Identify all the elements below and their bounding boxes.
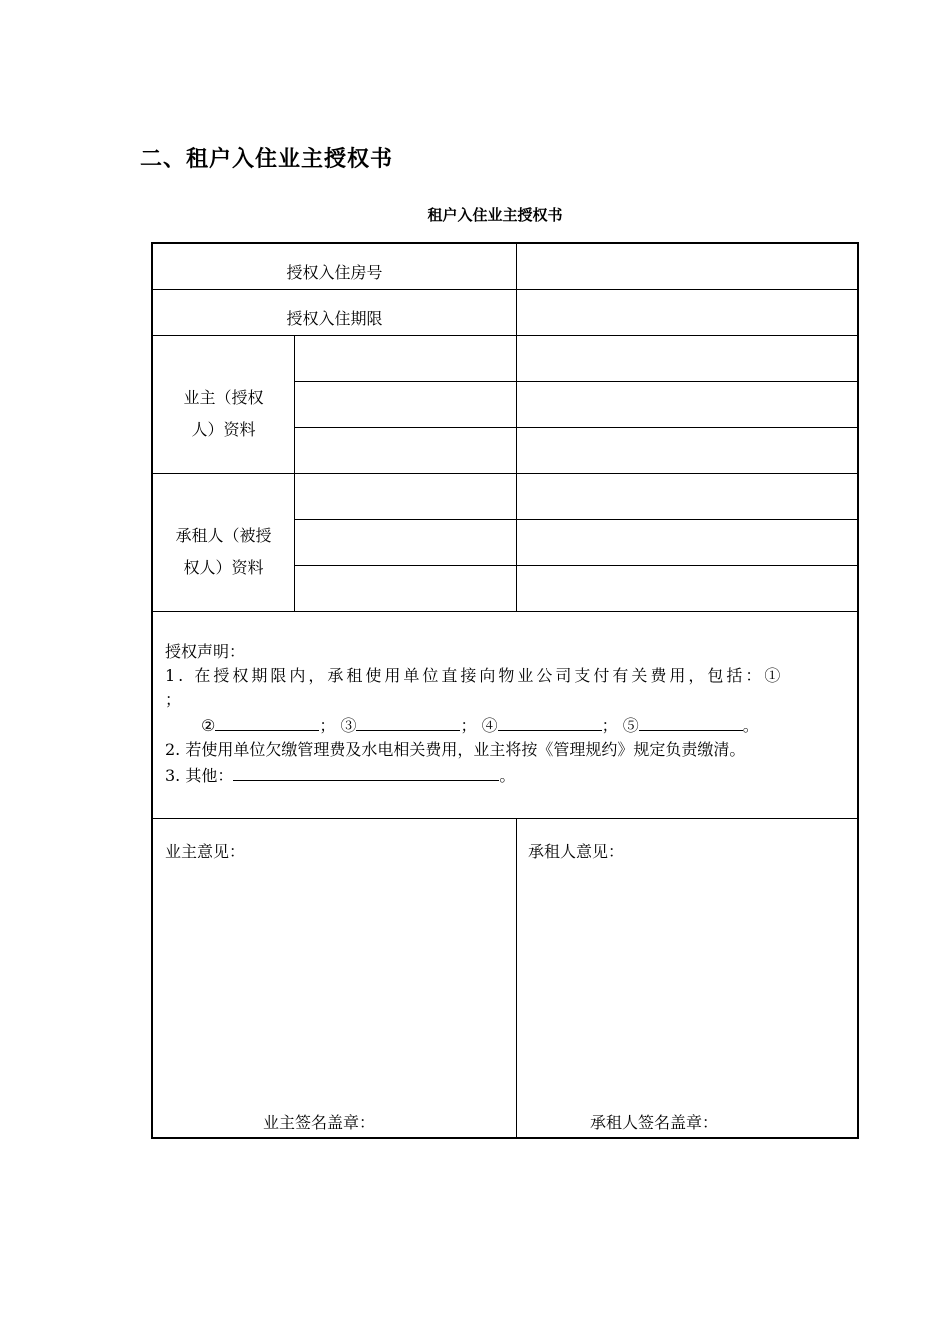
room-number-label: 授权入住房号 — [286, 263, 383, 282]
tenant-info-field[interactable] — [295, 520, 516, 565]
declaration-item-3 — [165, 762, 855, 788]
form-title: 租户入住业主授权书 — [427, 206, 563, 224]
declaration-item-1-continuation: ； — [165, 690, 182, 709]
fee-3-blank[interactable] — [356, 712, 460, 731]
item-3-end: 。 — [499, 766, 516, 785]
owner-info-field[interactable] — [295, 382, 516, 427]
room-number-field[interactable] — [517, 244, 857, 289]
period-label: 授权入住期限 — [286, 309, 383, 328]
tenant-signature-label: 承租人签名盖章： — [590, 1113, 719, 1132]
owner-info-field[interactable] — [517, 428, 857, 473]
authorization-form — [151, 242, 859, 1139]
fee-2-marker: ② — [201, 716, 216, 735]
authorization-declaration — [165, 640, 855, 788]
tenant-info-label-line2: 权人）资料 — [183, 558, 264, 577]
declaration-fee-blanks — [165, 712, 855, 738]
row-divider — [153, 611, 857, 612]
separator: ； — [319, 716, 336, 735]
owner-info-field[interactable] — [517, 336, 857, 381]
owner-info-field[interactable] — [295, 428, 516, 473]
declaration-item-1: 1. 在授权期限内，承租使用单位直接向物业公司支付有关费用，包括：① — [165, 666, 784, 685]
separator: ； — [601, 716, 618, 735]
owner-info-field[interactable] — [295, 336, 516, 381]
owner-opinion-label: 业主意见： — [165, 842, 246, 861]
fee-5-marker: ⑤ — [622, 716, 639, 735]
tenant-info-field[interactable] — [517, 520, 857, 565]
tenant-info-field[interactable] — [295, 474, 516, 519]
fee-5-blank[interactable] — [639, 712, 743, 731]
tenant-info-field[interactable] — [517, 474, 857, 519]
tenant-info-field[interactable] — [517, 566, 857, 611]
tenant-info-label — [153, 520, 294, 584]
tenant-opinion-label: 承租人意见： — [528, 842, 625, 861]
item-3-prefix: 3. 其他： — [165, 766, 234, 785]
fee-4-blank[interactable] — [498, 712, 602, 731]
page-heading: 二、租户入住业主授权书 — [140, 147, 394, 172]
end-mark: 。 — [742, 716, 759, 735]
fee-2-blank[interactable] — [215, 712, 319, 731]
owner-signature-label: 业主签名盖章： — [263, 1113, 376, 1132]
owner-info-label-line1: 业主（授权 — [183, 388, 264, 407]
owner-info-label — [153, 382, 294, 446]
owner-info-label-line2: 人）资料 — [191, 420, 256, 439]
owner-info-field[interactable] — [517, 382, 857, 427]
tenant-info-field[interactable] — [295, 566, 516, 611]
declaration-item-2: 2. 若使用单位欠缴管理费及水电相关费用，业主将按《管理规约》规定负责缴清。 — [165, 740, 746, 759]
tenant-info-label-line1: 承租人（被授 — [175, 526, 272, 545]
period-field[interactable] — [517, 290, 857, 335]
owner-opinion-field[interactable] — [153, 874, 516, 1104]
row-divider — [153, 818, 857, 819]
separator: ； — [460, 716, 477, 735]
tenant-opinion-field[interactable] — [517, 874, 857, 1104]
other-blank[interactable] — [233, 762, 499, 781]
fee-3-marker: ③ — [340, 716, 357, 735]
fee-4-marker: ④ — [481, 716, 498, 735]
declaration-title: 授权声明： — [165, 642, 246, 661]
